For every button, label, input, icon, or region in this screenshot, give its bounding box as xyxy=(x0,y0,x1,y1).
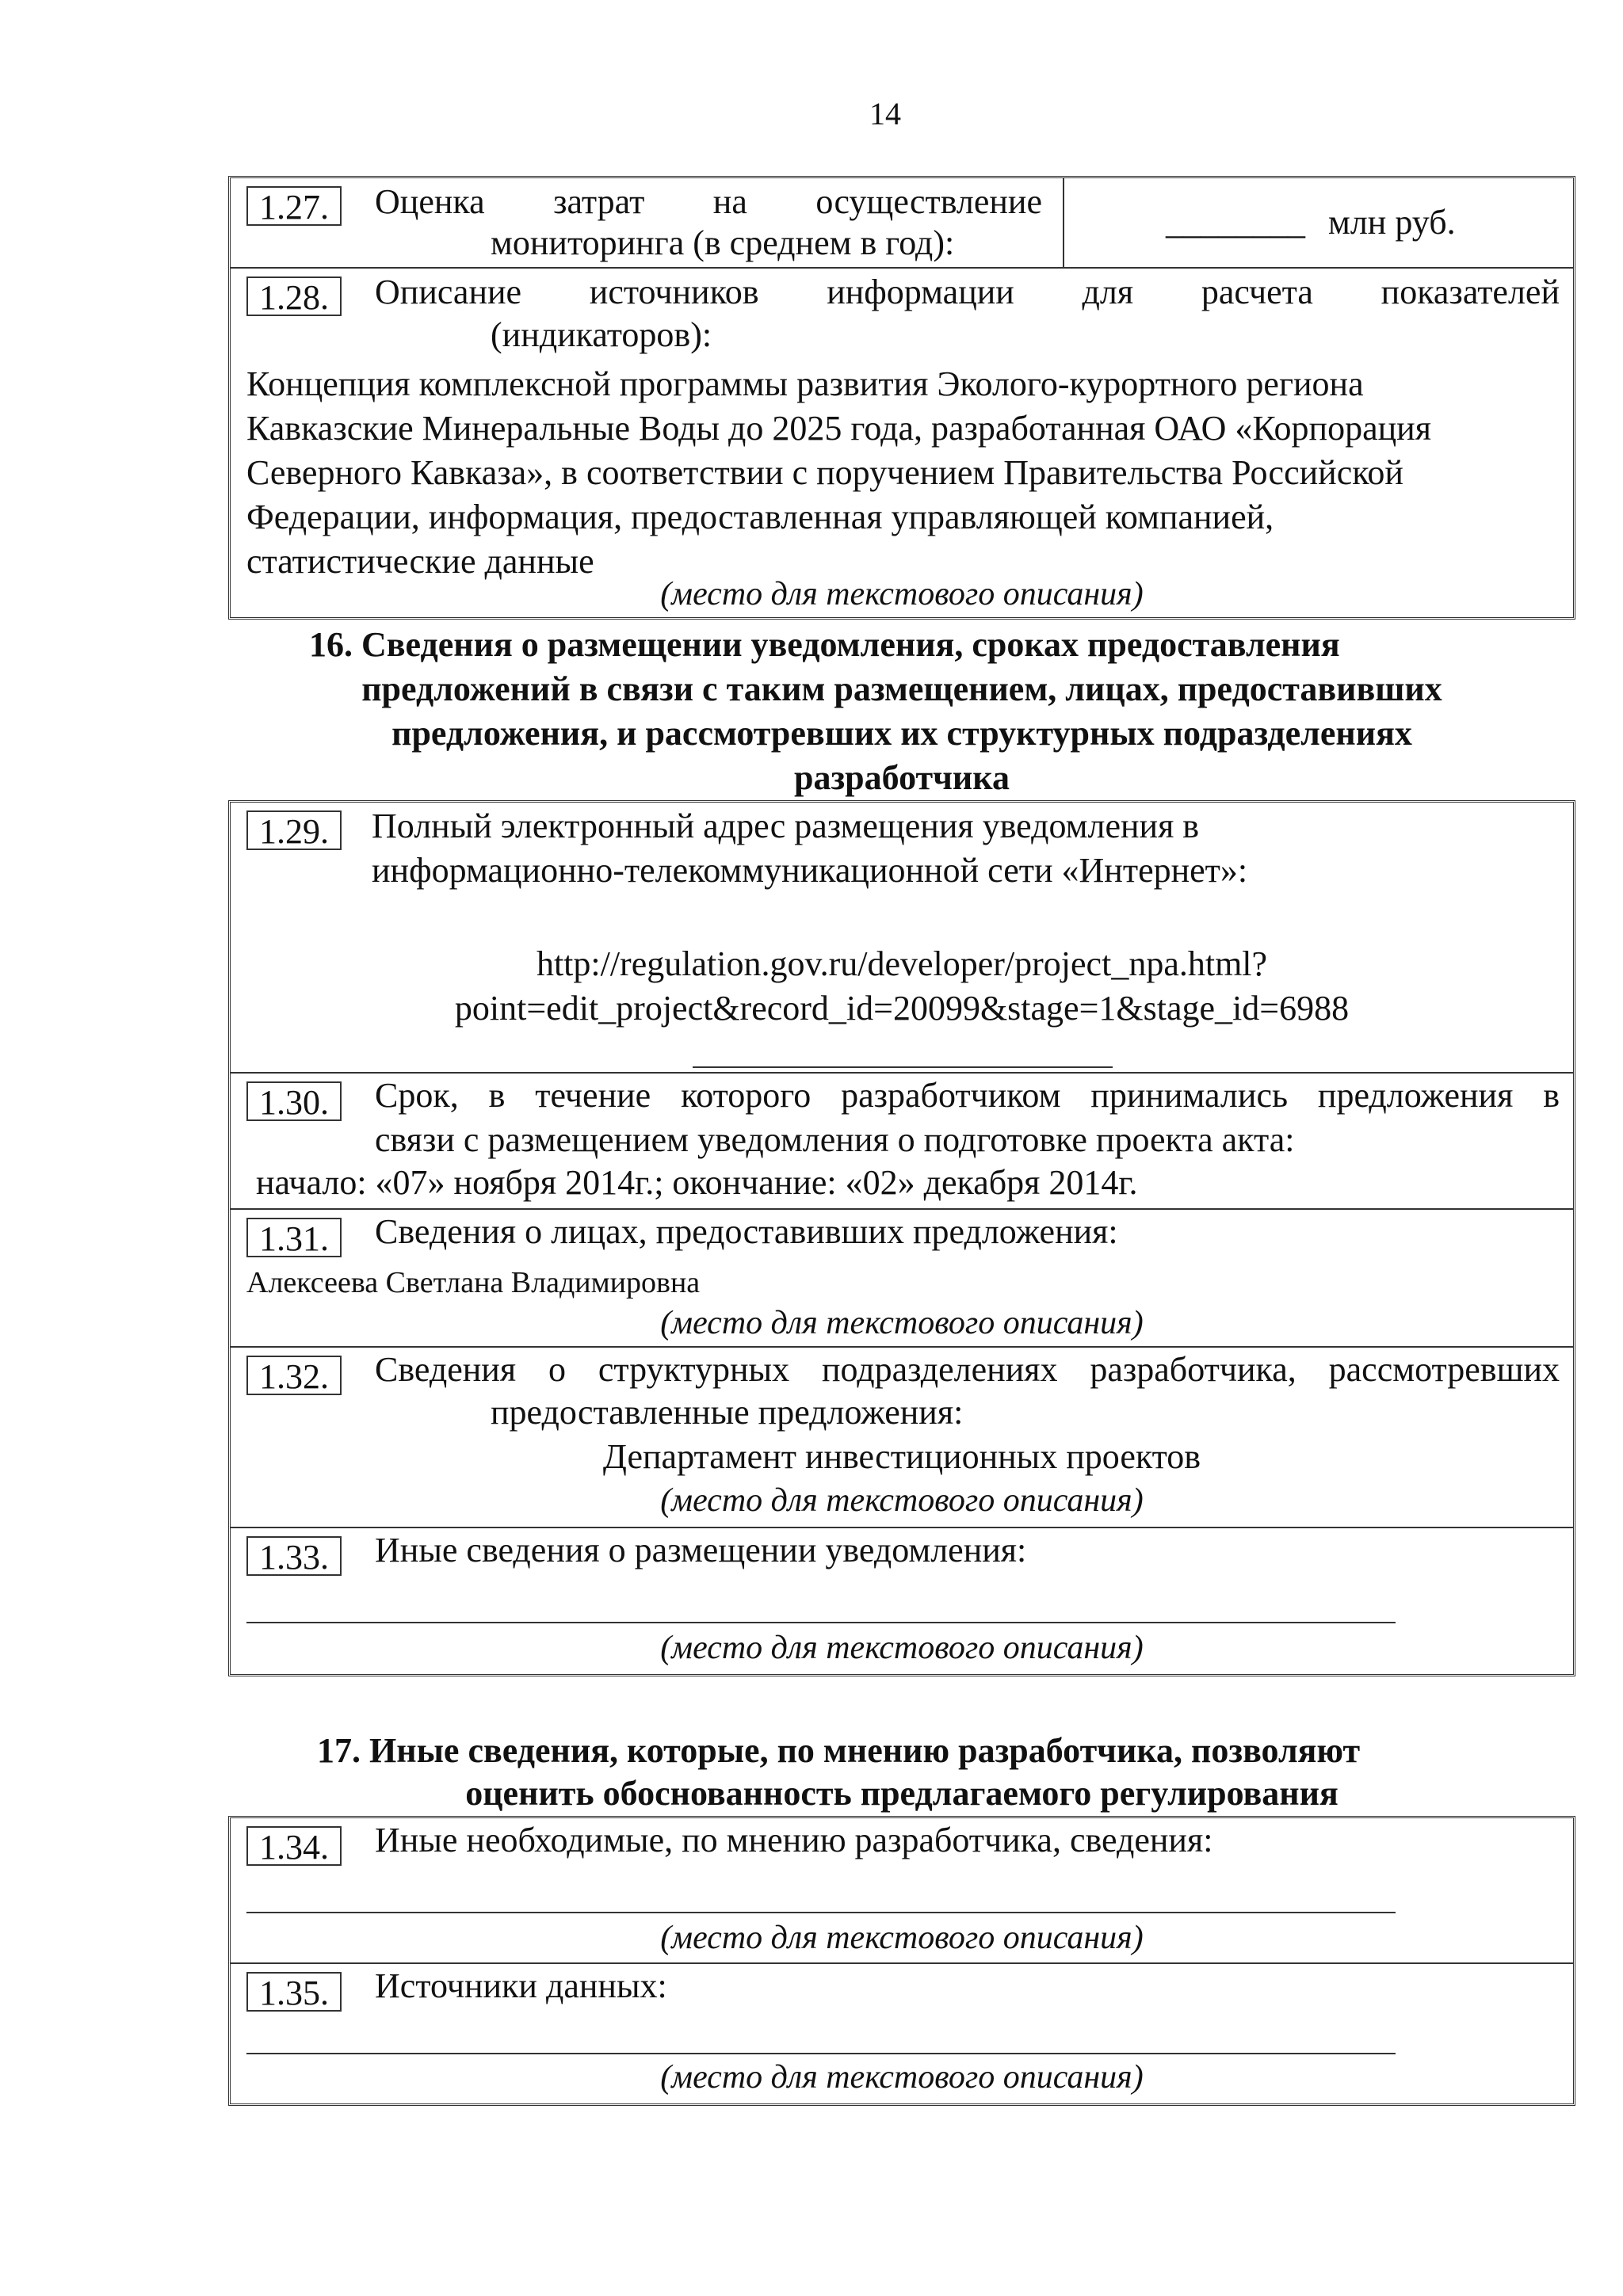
item-number: 1.31. xyxy=(246,1218,342,1257)
item-number: 1.35. xyxy=(246,1972,342,2012)
row-label: Сведения о лицах, предоставивших предложения: xyxy=(375,1212,1118,1251)
proposal-dates: начало: «07» ноября 2014г.; окончание: «02» декабря 2014г. xyxy=(256,1163,1138,1202)
row-label: Сведения о структурных подразделениях разработчика, рассмотревших xyxy=(375,1350,1560,1389)
placeholder-caption: (место для текстового описания) xyxy=(660,1920,1144,1956)
text-line: статистические данные xyxy=(246,542,594,581)
notification-url[interactable]: http://regulation.gov.ru/developer/project_npa.html? xyxy=(536,944,1268,983)
placeholder-caption: (место для текстового описания) xyxy=(660,2059,1144,2096)
text-line: Кавказские Минеральные Воды до 2025 года, разработанная ОАО «Корпорация xyxy=(246,409,1431,448)
row-label-continuation: (индикаторов): xyxy=(491,315,712,354)
item-number: 1.28. xyxy=(246,277,342,316)
item-number: 1.32. xyxy=(246,1356,342,1395)
page-number: 14 xyxy=(869,96,901,132)
row-1-28 xyxy=(231,267,1573,617)
section-17-title-line: оценить обоснованность предлагаемого регулирования xyxy=(465,1774,1338,1813)
table-notification xyxy=(228,800,1575,1676)
placeholder-caption: (место для текстового описания) xyxy=(660,576,1144,612)
item-number: 1.34. xyxy=(246,1826,342,1866)
row-label-continuation: предоставленные предложения: xyxy=(491,1393,964,1432)
row-1-35 xyxy=(231,1962,1573,2103)
item-number: 1.29. xyxy=(246,810,342,850)
row-label: Описание источников информации для расчета показателей xyxy=(375,273,1560,311)
item-number: 1.33. xyxy=(246,1536,342,1576)
blank-line xyxy=(246,1912,1396,1913)
section-16-title-line: предложений в связи с таким размещением, лицах, предоставивших xyxy=(361,669,1442,708)
row-label: Срок, в течение которого разработчиком принимались предложения в xyxy=(375,1076,1560,1115)
row-label-continuation: мониторинга (в среднем в год): xyxy=(491,223,955,262)
row-label-continuation: информационно-телекоммуникационной сети «Интернет»: xyxy=(372,851,1248,890)
column-divider xyxy=(1063,178,1064,267)
row-1-34 xyxy=(231,1818,1573,1962)
text-line: Федерации, информация, предоставленная управляющей компанией, xyxy=(246,498,1274,536)
row-1-29 xyxy=(231,803,1573,1072)
department-name: Департамент инвестиционных проектов xyxy=(602,1437,1201,1476)
row-1-32 xyxy=(231,1346,1573,1527)
url-underline xyxy=(693,1066,1113,1068)
placeholder-caption: (место для текстового описания) xyxy=(660,1482,1144,1519)
notification-url[interactable]: point=edit_project&record_id=20099&stage=1&stage_id=6988 xyxy=(454,989,1350,1028)
cost-value-unit: млн руб. xyxy=(1328,203,1456,242)
blank-line xyxy=(246,1622,1396,1623)
row-label: Полный электронный адрес размещения уведомления в xyxy=(372,807,1200,845)
proposer-name: Алексеева Светлана Владимировна xyxy=(246,1266,701,1299)
row-label: Оценка затрат на осуществление xyxy=(375,182,1042,221)
section-16-title-line: разработчика xyxy=(794,758,1010,797)
text-line: Северного Кавказа», в соответствии с поручением Правительства Российской xyxy=(246,453,1403,492)
row-label-continuation: связи с размещением уведомления о подготовке проекта акта: xyxy=(375,1120,1295,1159)
text-line: Концепция комплексной программы развития Эколого-курортного региона xyxy=(246,364,1364,403)
row-1-27 xyxy=(231,178,1573,267)
item-number: 1.27. xyxy=(246,186,342,226)
row-1-30 xyxy=(231,1072,1573,1208)
placeholder-caption: (место для текстового описания) xyxy=(660,1305,1144,1341)
row-label: Иные необходимые, по мнению разработчика, сведения: xyxy=(375,1821,1213,1859)
row-1-31 xyxy=(231,1208,1573,1346)
cost-value-blank: ________ xyxy=(1166,203,1305,242)
row-label: Источники данных: xyxy=(375,1966,667,2005)
table-indicators xyxy=(228,176,1575,620)
row-1-33 xyxy=(231,1527,1573,1674)
row-label: Иные сведения о размещении уведомления: xyxy=(375,1531,1027,1569)
section-16-title-line: 16. Сведения о размещении уведомления, сроках предоставления xyxy=(309,625,1340,664)
section-17-title-line: 17. Иные сведения, которые, по мнению разработчика, позволяют xyxy=(317,1731,1361,1770)
placeholder-caption: (место для текстового описания) xyxy=(660,1630,1144,1666)
blank-line xyxy=(246,2053,1396,2054)
section-16-title-line: предложения, и рассмотревших их структурных подразделениях xyxy=(391,714,1412,753)
item-number: 1.30. xyxy=(246,1081,342,1121)
table-other-info xyxy=(228,1816,1575,2106)
